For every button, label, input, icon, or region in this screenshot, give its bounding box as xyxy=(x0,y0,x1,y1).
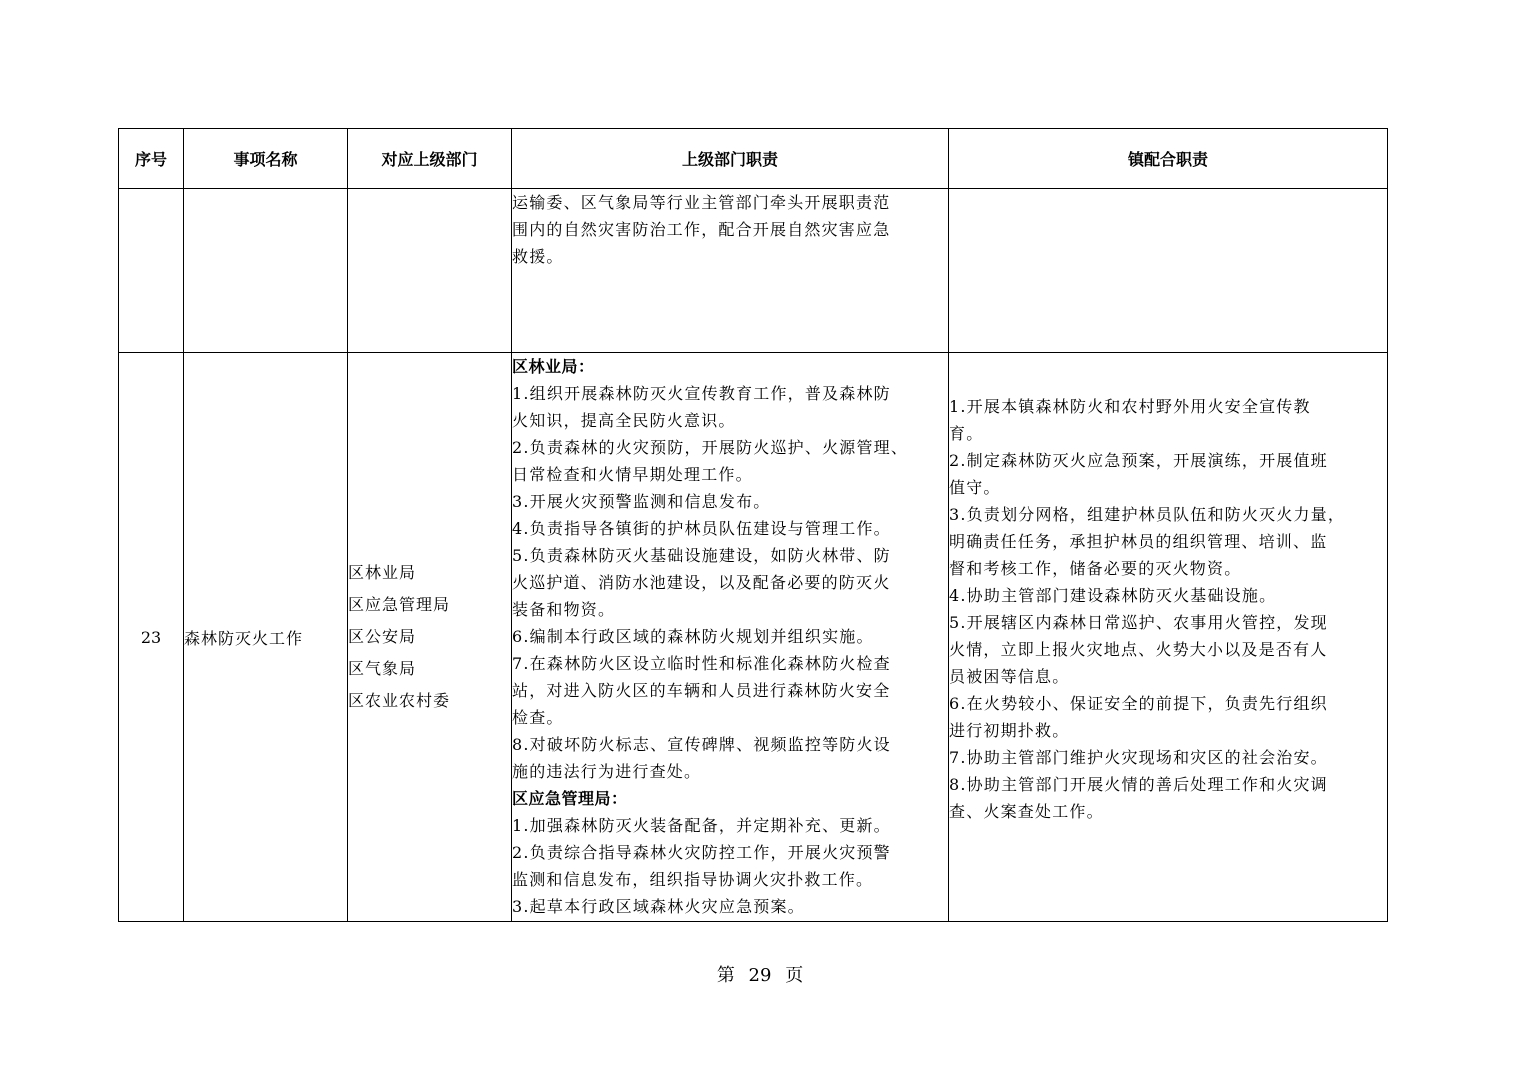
cell-town-duty xyxy=(949,353,1388,922)
town-duty-line: 7.协助主管部门维护火灾现场和灾区的社会治安。 xyxy=(949,748,1328,767)
cell-superior-duty xyxy=(512,189,949,353)
duty-line: 围内的自然灾害防治工作，配合开展自然灾害应急 xyxy=(512,220,891,239)
cell-departments xyxy=(348,189,512,353)
duty-line: 3.起草本行政区域森林火灾应急预案。 xyxy=(512,897,805,916)
duty-line: 站，对进入防火区的车辆和人员进行森林防火安全 xyxy=(512,681,891,700)
town-duty-line: 明确责任任务，承担护林员的组织管理、培训、监 xyxy=(949,532,1328,551)
page-number: 29 xyxy=(748,965,772,986)
duty-line: 1.加强森林防灭火装备配备，并定期补充、更新。 xyxy=(512,816,891,835)
duty-line: 2.负责综合指导森林火灾防控工作，开展火灾预警 xyxy=(512,843,891,862)
town-duty-line: 进行初期扑救。 xyxy=(949,721,1070,740)
duty-line: 火知识，提高全民防火意识。 xyxy=(512,411,736,430)
town-duty-line: 1.开展本镇森林防火和农村野外用火安全宣传教 xyxy=(949,397,1311,416)
cell-seq xyxy=(119,189,184,353)
section-heading: 区应急管理局： xyxy=(512,789,628,808)
responsibility-table xyxy=(118,128,1388,922)
header-superior-dept: 对应上级部门 xyxy=(348,129,512,189)
cell-departments xyxy=(348,353,512,922)
town-duty-lines xyxy=(949,393,1387,825)
duty-line: 3.开展火灾预警监测和信息发布。 xyxy=(512,492,771,511)
cell-item-name: 森林防灭火工作 xyxy=(184,353,348,922)
town-duty-line: 3.负责划分网格，组建护林员队伍和防火灭火力量， xyxy=(949,505,1346,524)
duty-line: 装备和物资。 xyxy=(512,600,616,619)
town-duty-line: 5.开展辖区内森林日常巡护、农事用火管控，发现 xyxy=(949,613,1328,632)
cell-seq: 23 xyxy=(119,353,184,922)
cell-town-duty xyxy=(949,189,1388,353)
town-duty-line: 查、火案查处工作。 xyxy=(949,802,1104,821)
town-duty-line: 育。 xyxy=(949,424,984,443)
header-town-duty: 镇配合职责 xyxy=(949,129,1388,189)
department-item: 区农业农村委 xyxy=(348,691,451,710)
duty-line: 监测和信息发布，组织指导协调火灾扑救工作。 xyxy=(512,870,874,889)
cell-item-name xyxy=(184,189,348,353)
section-heading: 区林业局： xyxy=(512,357,595,376)
department-item: 区公安局 xyxy=(348,627,417,646)
duty-line: 5.负责森林防灭火基础设施建设，如防火林带、防 xyxy=(512,546,891,565)
duty-line: 7.在森林防火区设立临时性和标准化森林防火检查 xyxy=(512,654,891,673)
town-duty-line: 2.制定森林防灭火应急预案，开展演练，开展值班 xyxy=(949,451,1328,470)
duty-line: 6.编制本行政区域的森林防火规划并组织实施。 xyxy=(512,627,874,646)
header-seq: 序号 xyxy=(119,129,184,189)
table-header-row xyxy=(119,129,1388,189)
town-duty-line: 4.协助主管部门建设森林防灭火基础设施。 xyxy=(949,586,1277,605)
duty-line: 2.负责森林的火灾预防，开展防火巡护、火源管理、 xyxy=(512,438,909,457)
page-prefix: 第 xyxy=(716,965,735,986)
table-row-23 xyxy=(119,353,1388,922)
duty-lines xyxy=(512,189,948,270)
duty-line: 运输委、区气象局等行业主管部门牵头开展职责范 xyxy=(512,193,891,212)
department-item: 区气象局 xyxy=(348,659,417,678)
duty-line: 救援。 xyxy=(512,247,564,266)
duty-line: 1.组织开展森林防灭火宣传教育工作，普及森林防 xyxy=(512,384,891,403)
duty-line: 日常检查和火情早期处理工作。 xyxy=(512,465,753,484)
duty-line: 8.对破坏防火标志、宣传碑牌、视频监控等防火设 xyxy=(512,735,891,754)
duty-line: 施的违法行为进行查处。 xyxy=(512,762,702,781)
town-duty-line: 值守。 xyxy=(949,478,1001,497)
cell-superior-duty xyxy=(512,353,949,922)
header-superior-duty: 上级部门职责 xyxy=(512,129,949,189)
table-row-continuation xyxy=(119,189,1388,353)
header-item-name: 事项名称 xyxy=(184,129,348,189)
department-list xyxy=(348,557,511,717)
duty-line: 4.负责指导各镇街的护林员队伍建设与管理工作。 xyxy=(512,519,891,538)
duty-line: 检查。 xyxy=(512,708,564,727)
duty-line: 火巡护道、消防水池建设，以及配备必要的防灭火 xyxy=(512,573,891,592)
department-item: 区应急管理局 xyxy=(348,595,451,614)
town-duty-line: 6.在火势较小、保证安全的前提下，负责先行组织 xyxy=(949,694,1328,713)
page-suffix: 页 xyxy=(785,965,804,986)
town-duty-line: 督和考核工作，储备必要的灭火物资。 xyxy=(949,559,1242,578)
page-footer xyxy=(0,962,1520,990)
town-duty-line: 8.协助主管部门开展火情的善后处理工作和火灾调 xyxy=(949,775,1328,794)
town-duty-line: 员被困等信息。 xyxy=(949,667,1070,686)
duty-lines xyxy=(512,353,948,920)
town-duty-line: 火情，立即上报火灾地点、火势大小以及是否有人 xyxy=(949,640,1328,659)
department-item: 区林业局 xyxy=(348,563,417,582)
